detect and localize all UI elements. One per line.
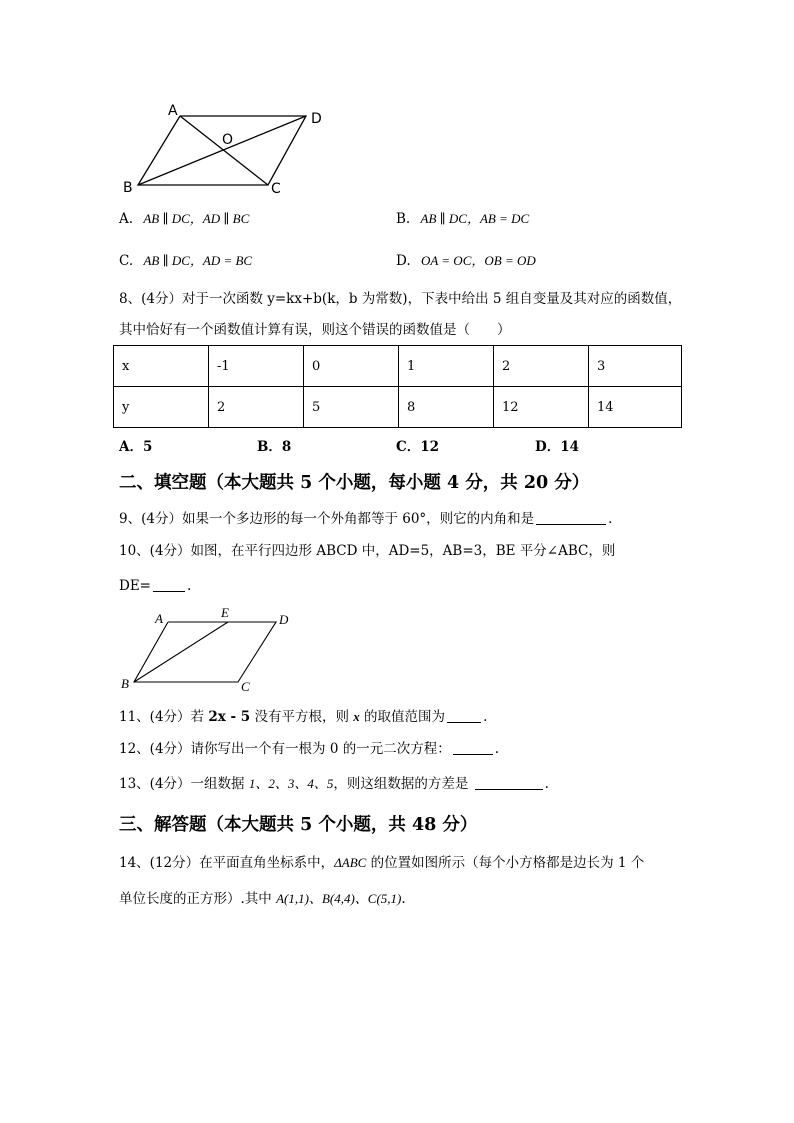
q10-stem-line2: DE= .	[119, 578, 192, 594]
q14-stem-line1: 14、(12分）在平面直角坐标系中，ΔABC 的位置如图所示（每个小方格都是边长为 1 个	[119, 855, 645, 871]
table-cell: 2	[494, 346, 589, 387]
q8-option-b: B．8	[257, 439, 292, 455]
table-cell: 0	[304, 346, 399, 387]
q8-option-a: A．5	[119, 439, 153, 455]
label-B: B	[121, 676, 129, 691]
label-D: D	[311, 111, 322, 127]
label-B: B	[123, 180, 133, 196]
label-O: O	[222, 132, 234, 148]
q7-option-d: D. OA = OC，OB = OD	[396, 253, 536, 269]
table-cell: 8	[399, 387, 494, 428]
table-cell: -1	[209, 346, 304, 387]
q8-function-table	[113, 345, 682, 428]
q8-stem-line1: 8、(4分）对于一次函数 y=kx+b(k，b 为常数)，下表中给出 5 组自变量及其对应的函数值，	[119, 291, 682, 307]
q7-option-a: A. AB ∥ DC，AD ∥ BC	[119, 211, 250, 227]
table-cell: 12	[494, 387, 589, 428]
table-cell: 5	[304, 387, 399, 428]
label-E: E	[221, 605, 229, 620]
q13-stem: 13、(4分）一组数据 1、2、3、4、5，则这组数据的方差是 .	[119, 776, 549, 792]
answer-blank[interactable]	[447, 708, 481, 723]
q10-stem-line1: 10、(4分）如图，在平行四边形 ABCD 中，AD=5，AB=3，BE 平分∠ABC，则	[119, 543, 616, 559]
section-2-heading: 二、填空题（本大题共 5 个小题，每小题 4 分，共 20 分）	[119, 473, 590, 493]
answer-blank[interactable]	[453, 740, 493, 755]
q7-option-b: B. AB ∥ DC，AB = DC	[396, 211, 530, 227]
parallelogram-figure-q10	[118, 604, 298, 694]
answer-blank[interactable]	[536, 510, 606, 525]
label-C: C	[271, 181, 281, 197]
table-cell: 3	[589, 346, 682, 387]
answer-blank[interactable]	[475, 775, 543, 790]
q12-stem: 12、(4分）请你写出一个有一根为 0 的一元二次方程： .	[119, 741, 500, 757]
q7-option-c: C. AB ∥ DC，AD = BC	[119, 253, 253, 269]
answer-blank[interactable]	[153, 577, 185, 592]
table-row	[114, 346, 682, 387]
table-cell: y	[114, 387, 209, 428]
label-D: D	[279, 612, 289, 627]
q14-stem-line2: 单位长度的正方形）.其中 A(1,1)、B(4,4)、C(5,1).	[119, 891, 406, 907]
table-cell: 14	[589, 387, 682, 428]
table-cell: 1	[399, 346, 494, 387]
q8-stem-line2: 其中恰好有一个函数值计算有误，则这个错误的函数值是（ ）	[119, 322, 511, 338]
q8-option-c: C．12	[396, 439, 440, 455]
table-cell: x	[114, 346, 209, 387]
table-row	[114, 387, 682, 428]
label-A: A	[168, 103, 178, 119]
label-A: A	[155, 611, 163, 626]
q9-stem: 9、(4分）如果一个多边形的每一个外角都等于 60°，则它的内角和是 .	[119, 511, 613, 527]
q8-option-d: D．14	[535, 439, 579, 455]
section-3-heading: 三、解答题（本大题共 5 个小题，共 48 分）	[119, 815, 478, 835]
table-cell: 2	[209, 387, 304, 428]
label-C: C	[241, 679, 250, 694]
parallelogram-figure-q7	[118, 98, 338, 198]
q11-stem: 11、(4分）若 2x - 5 没有平方根，则 x 的取值范围为 .	[119, 709, 488, 725]
